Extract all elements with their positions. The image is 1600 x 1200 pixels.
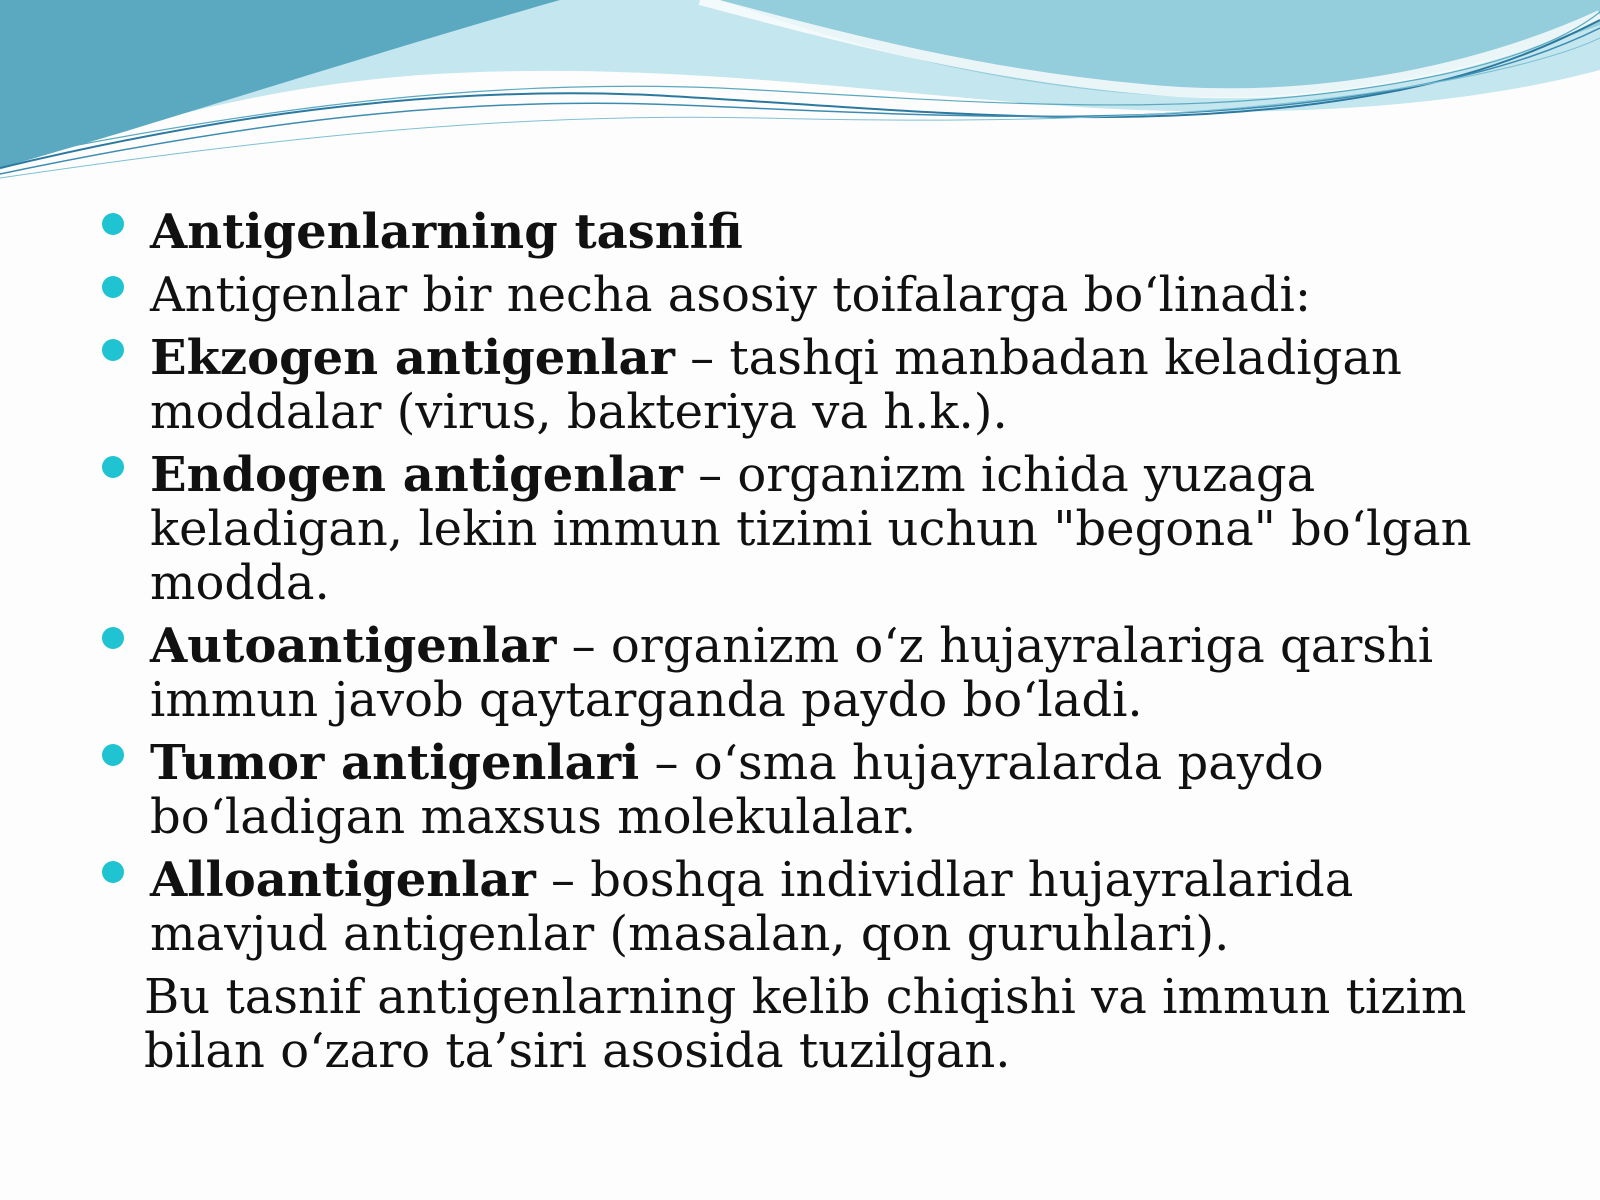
item-term: Alloantigenlar xyxy=(150,852,536,908)
list-item xyxy=(96,448,1536,610)
item-term: Ekzogen antigenlar xyxy=(150,330,675,386)
wave-header-decoration xyxy=(0,0,1600,190)
bullet-dot xyxy=(102,276,124,298)
list-item xyxy=(96,205,1536,259)
item-term: Antigenlarning tasnifi xyxy=(150,204,743,260)
bullet-list xyxy=(96,205,1536,1078)
item-description: – boshqa individlar hujayralarida mavjud antigenlar (masalan, qon guruhlari). xyxy=(150,852,1354,962)
bullet-dot xyxy=(102,339,124,361)
bullet-dot xyxy=(102,744,124,766)
item-description: – tashqi manbadan keladigan moddalar (virus, bakteriya va h.k.). xyxy=(150,330,1402,440)
list-item xyxy=(96,853,1536,961)
bullet-dot xyxy=(102,627,124,649)
bullet-dot xyxy=(102,456,124,478)
list-item xyxy=(96,331,1536,439)
list-item xyxy=(96,736,1536,844)
item-description: – organizm ichida yuzaga keladigan, lekin immun tizimi uchun "begona" bo‘lgan modda. xyxy=(150,447,1472,611)
bullet-dot xyxy=(102,213,124,235)
item-term: Autoantigenlar xyxy=(150,618,557,674)
item-description: Antigenlar bir necha asosiy toifalarga bo‘linadi: xyxy=(150,267,1312,323)
item-description: – organizm o‘z hujayralariga qarshi immun javob qaytarganda paydo bo‘ladi. xyxy=(150,618,1434,728)
closing-paragraph: Bu tasnif antigenlarning kelib chiqishi va immun tizim bilan o‘zaro ta’siri asosida tuzilgan. xyxy=(144,969,1467,1079)
list-item xyxy=(96,268,1536,322)
item-term: Tumor antigenlari xyxy=(150,735,640,791)
bullet-dot xyxy=(102,861,124,883)
item-term: Endogen antigenlar xyxy=(150,447,683,503)
item-description: – o‘sma hujayralarda paydo bo‘ladigan maxsus molekulalar. xyxy=(150,735,1324,845)
list-item xyxy=(96,619,1536,727)
